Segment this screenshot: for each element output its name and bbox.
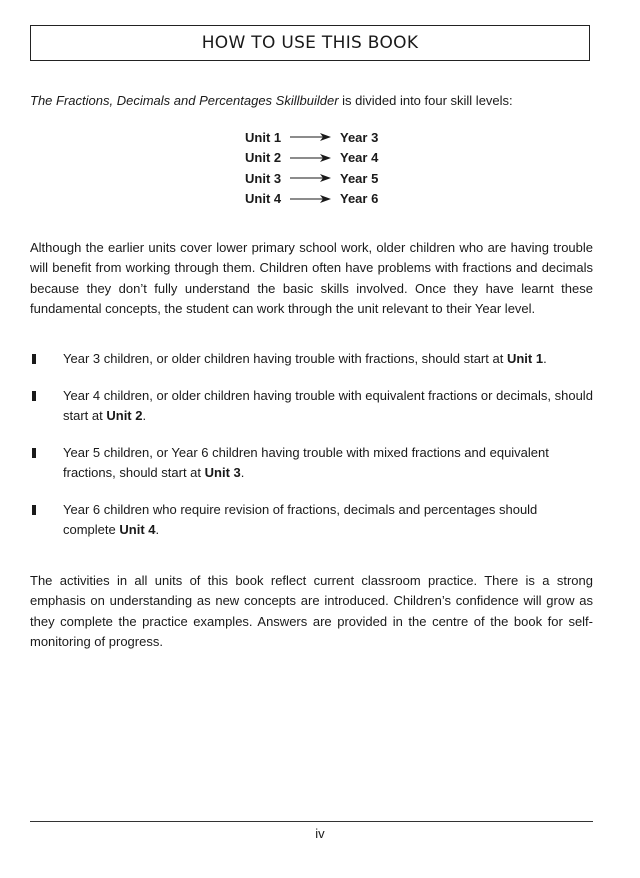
page-title: HOW TO USE THIS BOOK [201, 33, 419, 53]
bullet-unit: Unit 4 [119, 522, 156, 537]
intro-text: is divided into four skill levels: [338, 93, 513, 108]
list-item [30, 349, 593, 370]
bullet-end: . [142, 408, 147, 423]
unit-label: Unit 4 [245, 191, 282, 207]
unit-label: Unit 3 [245, 170, 282, 186]
title-box [30, 25, 590, 61]
right-arrow-icon [290, 194, 332, 204]
bullet-unit: Unit 2 [106, 408, 143, 423]
bullet-text: Year 5 children, or Year 6 children having trouble with mixed fractions and equivalent fractions, should start at [63, 444, 549, 480]
bullet-unit: Unit 1 [506, 351, 544, 366]
unit-label: Unit 2 [245, 150, 282, 166]
bullet-list [30, 349, 593, 557]
unit-row [245, 168, 405, 189]
year-label: Year 5 [340, 170, 379, 186]
list-item [30, 386, 593, 427]
unit-year-list [245, 127, 405, 209]
right-arrow-icon [290, 153, 332, 163]
bullet-text: Year 6 children who require revision of fractions, decimals and percentages should complete [63, 501, 538, 537]
bullet-end: . [155, 522, 160, 537]
bullet-text: Year 4 children, or older children having trouble with equivalent fractions or decimals, should start at [63, 387, 593, 423]
bullet-icon [32, 391, 36, 401]
bullet-end: . [240, 465, 245, 480]
year-label: Year 3 [340, 129, 379, 145]
bullet-text: Year 3 children, or older children having trouble with fractions, should start at [63, 351, 507, 366]
year-label: Year 6 [340, 191, 379, 207]
footer-divider [30, 821, 593, 822]
bullet-end: . [543, 351, 547, 366]
list-item [30, 443, 593, 484]
unit-row [245, 189, 405, 210]
page-number: iv [315, 826, 325, 841]
list-item [30, 500, 593, 541]
year-label: Year 4 [340, 150, 379, 166]
right-arrow-icon [290, 132, 332, 142]
closing-paragraph: The activities in all units of this book reflect current classroom practice. There is a strong emphasis on understanding as new concepts are introduced. Children’s confidence will grow as they complete the practice examples. Answers are provided in the centre of the book for self-monitoring of progress. [30, 573, 593, 649]
bullet-icon [32, 354, 36, 364]
unit-label: Unit 1 [245, 129, 282, 145]
book-title: The Fractions, Decimals and Percentages Skillbuilder [30, 93, 339, 108]
unit-row [245, 127, 405, 148]
bullet-icon [32, 505, 36, 515]
intro-paragraph: Although the earlier units cover lower primary school work, older children who are having trouble will benefit from working through them. Children often have problems with fractions and decimals because they don’t fully understand the basic skills involved. Once they have learnt these fundamental concepts, the student can work through the unit relevant to their Year level. [30, 240, 593, 316]
unit-row [245, 148, 405, 169]
right-arrow-icon [290, 173, 332, 183]
bullet-unit: Unit 3 [204, 465, 241, 480]
intro-line [30, 93, 513, 108]
bullet-icon [32, 448, 36, 458]
